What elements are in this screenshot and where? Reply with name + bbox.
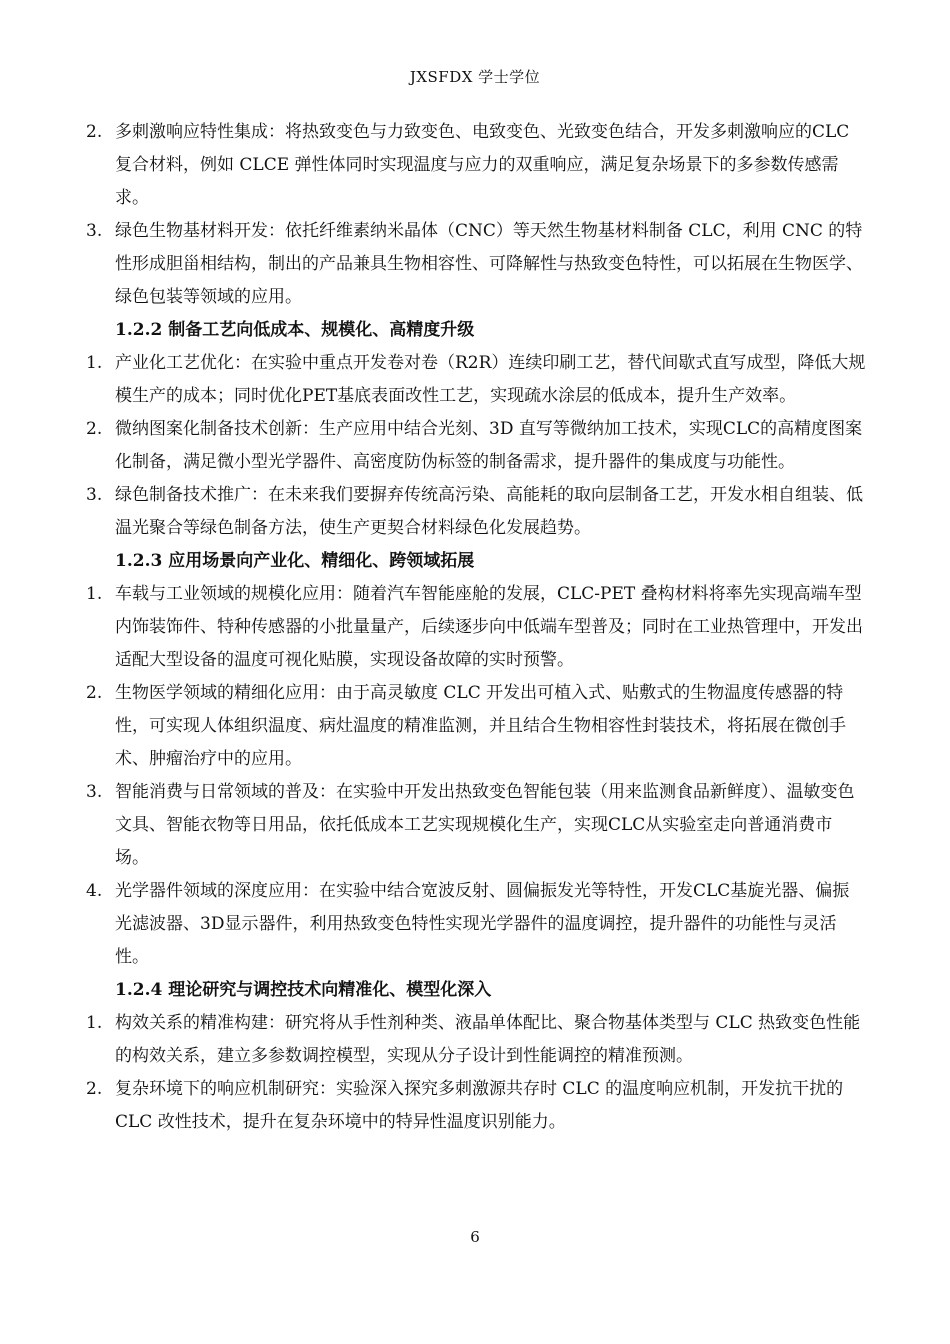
list-item [86, 776, 866, 875]
list-item-text: 智能消费与日常领域的普及：在实验中开发出热致变色智能包装（用来监测食品新鲜度）、温敏变色文具、智能衣物等日用品，依托低成本工艺实现规模化生产，实现CLC从实验室走向普通消费市场。 [115, 782, 855, 868]
list-item-text: 产业化工艺优化：在实验中重点开发卷对卷（R2R）连续印刷工艺，替代间歇式直写成型，降低大规模生产的成本；同时优化PET基底表面改性工艺，实现疏水涂层的低成本，提升生产效率。 [115, 353, 866, 406]
list-item-number: 4. [86, 881, 103, 901]
list-item-text: 多刺激响应特性集成：将热致变色与力致变色、电致变色、光致变色结合，开发多刺激响应的CLC复合材料，例如 CLCE 弹性体同时实现温度与应力的双重响应，满足复杂场景下的多参数传感需求。 [115, 122, 850, 208]
list-item-text: 生物医学领域的精细化应用：由于高灵敏度 CLC 开发出可植入式、贴敷式的生物温度传感器的特性，可实现人体组织温度、病灶温度的精准监测，并且结合生物相容性封装技术，将拓展在微创手术、肿瘤治疗中的应用。 [115, 683, 846, 769]
list-item [86, 116, 866, 215]
page-number: 6 [470, 1228, 480, 1246]
list-item-text: 绿色生物基材料开发：依托纤维素纳米晶体（CNC）等天然生物基材料制备 CLC，利用 CNC 的特性形成胆甾相结构，制出的产品兼具生物相容性、可降解性与热致变色特性，可以拓展在生物医学、绿色包装等领域的应用。 [115, 221, 863, 307]
list-item-text: 绿色制备技术推广：在未来我们要摒弃传统高污染、高能耗的取向层制备工艺，开发水相自组装、低温光聚合等绿色制备方法，使生产更契合材料绿色化发展趋势。 [115, 485, 863, 538]
page-header: JXSFDX 学士学位 [409, 68, 541, 86]
list-item [86, 875, 866, 974]
section-heading: 1.2.4 理论研究与调控技术向精准化、模型化深入 [115, 980, 492, 1000]
list-item-number: 2. [86, 419, 103, 439]
section-heading: 1.2.3 应用场景向产业化、精细化、跨领域拓展 [115, 551, 475, 571]
document-body [86, 116, 866, 1139]
list-item [86, 578, 866, 677]
list-item-number: 2. [86, 1079, 103, 1099]
list-item-number: 3. [86, 221, 103, 241]
list-item [86, 413, 866, 479]
list-item-number: 2. [86, 683, 103, 703]
list-item [86, 1007, 866, 1073]
list-item [86, 347, 866, 413]
list-item-text: 微纳图案化制备技术创新：生产应用中结合光刻、3D 直写等微纳加工技术，实现CLC的高精度图案化制备，满足微小型光学器件、高密度防伪标签的制备需求，提升器件的集成度与功能性。 [115, 419, 863, 472]
list-item-number: 1. [86, 353, 103, 373]
list-item-text: 光学器件领域的深度应用：在实验中结合宽波反射、圆偏振发光等特性，开发CLC基旋光器、偏振光滤波器、3D显示器件，利用热致变色特性实现光学器件的温度调控，提升器件的功能性与灵活性。 [115, 881, 850, 967]
list-item [86, 215, 866, 314]
section-heading: 1.2.2 制备工艺向低成本、规模化、高精度升级 [115, 320, 475, 340]
list-item-text: 复杂环境下的响应机制研究：实验深入探究多刺激源共存时 CLC 的温度响应机制，开发抗干扰的 CLC 改性技术，提升在复杂环境中的特异性温度识别能力。 [115, 1079, 844, 1132]
list-item-number: 1. [86, 1013, 103, 1033]
list-item-number: 2. [86, 122, 103, 142]
list-item [86, 479, 866, 545]
list-item-number: 1. [86, 584, 103, 604]
list-item-number: 3. [86, 485, 103, 505]
list-item [86, 1073, 866, 1139]
list-item-text: 车载与工业领域的规模化应用：随着汽车智能座舱的发展，CLC-PET 叠构材料将率先实现高端车型内饰装饰件、特种传感器的小批量量产，后续逐步向中低端车型普及；同时在工业热管理中，开发出适配大型设备的温度可视化贴膜，实现设备故障的实时预警。 [115, 584, 863, 670]
list-item [86, 677, 866, 776]
list-item-number: 3. [86, 782, 103, 802]
list-item-text: 构效关系的精准构建：研究将从手性剂种类、液晶单体配比、聚合物基体类型与 CLC 热致变色性能的构效关系，建立多参数调控模型，实现从分子设计到性能调控的精准预测。 [115, 1013, 861, 1066]
